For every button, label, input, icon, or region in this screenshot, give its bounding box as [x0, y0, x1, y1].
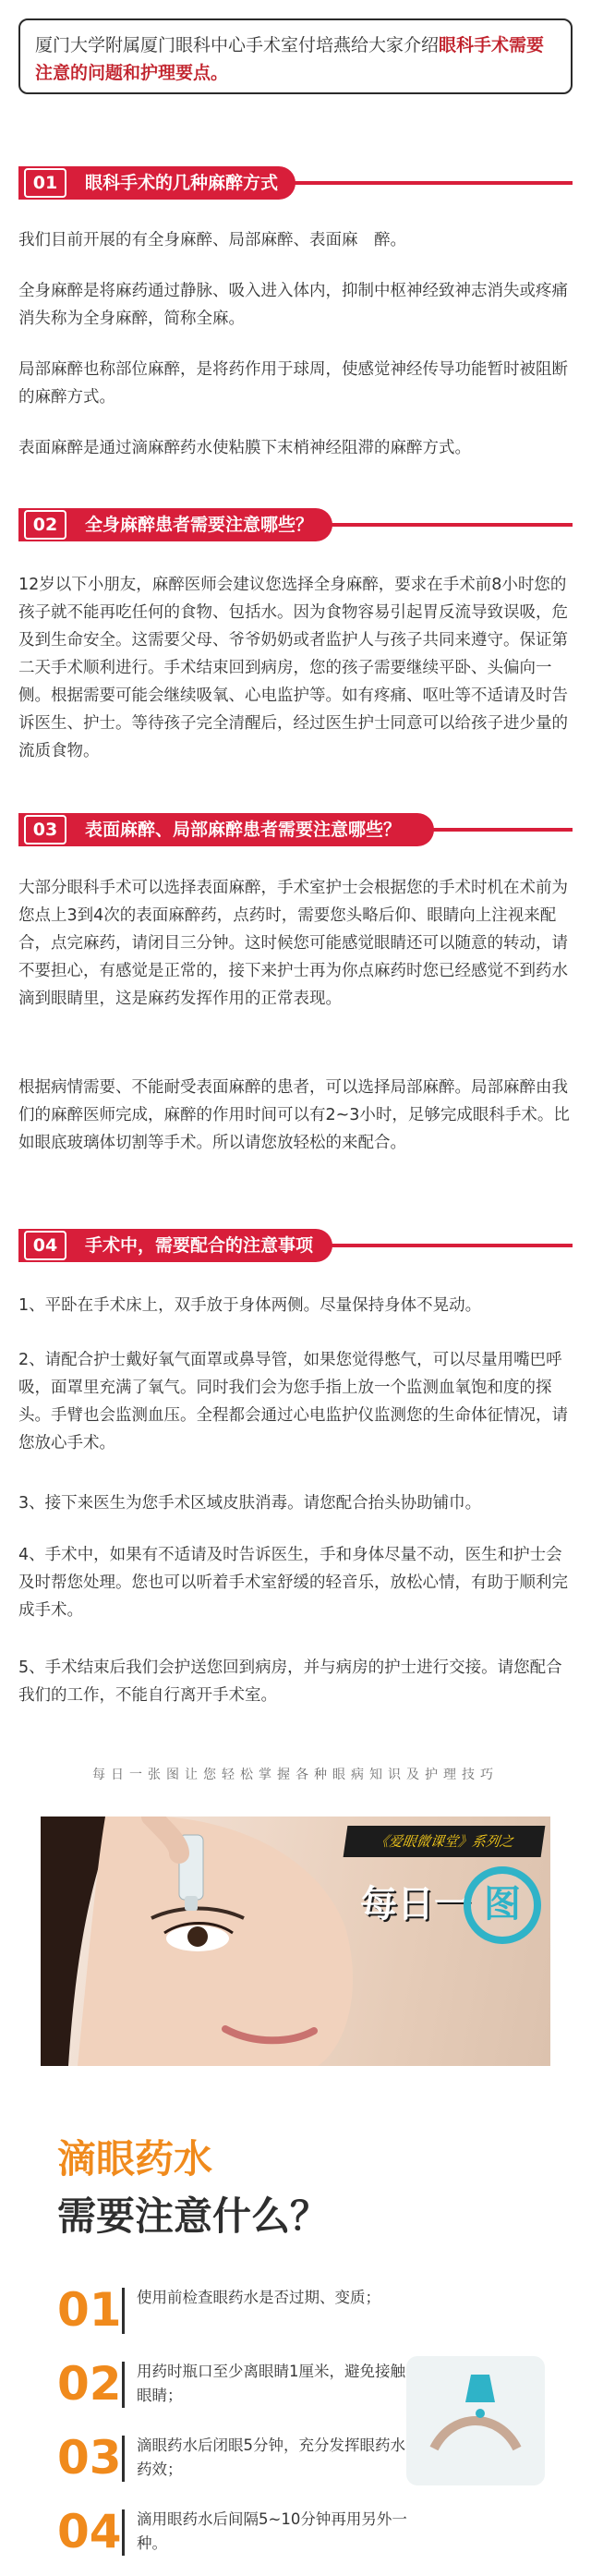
- series-label: 《爱眼微课堂》系列之: [344, 1826, 546, 1857]
- section-4-paragraph: 3、接下来医生为您手术区域皮肤消毒。请您配合抬头协助铺巾。: [18, 1494, 482, 1513]
- poster-tagline: 每日一张图让您轻松掌握各种眼病知识及护理技巧: [92, 1768, 499, 1782]
- section-header-4: [18, 1229, 573, 1262]
- poster-tip: [57, 2282, 537, 2341]
- intro-box: [18, 18, 573, 94]
- section-title-1: 眼科手术的几种麻醉方式: [85, 173, 279, 193]
- section-header-1: [18, 166, 573, 200]
- tip-number: 02: [57, 2357, 122, 2411]
- section-number-3: 03: [24, 815, 66, 844]
- tip-number: 03: [57, 2431, 122, 2485]
- section-3-paragraph: 大部分眼科手术可以选择表面麻醉，手术室护士会根据您的手术时机在术前为您点上3到4次的表面麻醉药，点药时，需要您头略后仰、眼睛向上注视来配合，点完麻药，请闭目三分钟。这时候您可能感觉眼睛还可以随意的转动，请不要担心，有感觉是正常的，接下来护士再为你点麻药时您已经感觉不到药水滴到眼睛里，这是麻药发挥作用的正常表现。: [18, 879, 568, 1008]
- section-number-2: 02: [24, 510, 66, 540]
- section-number-1: 01: [24, 168, 66, 198]
- series-badge: [345, 1826, 543, 1951]
- tip-text: 使用前检查眼药水是否过期、变质；: [137, 2289, 380, 2306]
- eye-drop-bottle-illustration: [406, 2356, 545, 2485]
- tip-number: 04: [57, 2505, 122, 2558]
- section-1-paragraph: 表面麻醉是通过滴麻醉药水使粘膜下末梢神经阻滞的麻醉方式。: [18, 439, 471, 457]
- daily-ring-glyph: 图: [464, 1866, 541, 1944]
- poster-subheadline: 需要注意什么？: [57, 2193, 330, 2239]
- eye-drop-photo: [41, 1817, 550, 2066]
- section-1-paragraph: 我们目前开展的有全身麻醉、局部麻醉、表面麻 醉。: [18, 231, 406, 249]
- section-4-paragraph: 2、请配合护士戴好氧气面罩或鼻导管，如果您觉得憋气，可以尽量用嘴巴呼吸，面罩里充满了氧气。同时我们会为您手指上放一个监测血氧饱和度的探头。手臂也会监测血压。全程都会通过心电监护仪监测您的生命体征情况，请您放心手术。: [18, 1351, 568, 1452]
- section-title-3: 表面麻醉、局部麻醉患者需要注意哪些？: [85, 820, 402, 840]
- section-3-paragraph: 根据病情需要、不能耐受表面麻醉的患者，可以选择局部麻醉。局部麻醉由我们的麻醉医师完成，麻醉的作用时间可以有2~3小时，足够完成眼科手术。比如眼底玻璃体切割等手术。所以请您放轻松的来配合。: [18, 1078, 570, 1152]
- section-1-paragraph: 局部麻醉也称部位麻醉，是将药作用于球周，使感觉神经传导功能暂时被阻断的麻醉方式。: [18, 360, 568, 407]
- section-1-paragraph: 全身麻醉是将麻药通过静脉、吸入进入体内，抑制中枢神经致神志消失或疼痛消失称为全身麻醉，简称全麻。: [18, 282, 568, 328]
- tip-text: 滴用眼药水后间隔5~10分钟再用另外一种。: [137, 2510, 407, 2552]
- intro-highlight: 眼科手术需要注意的问题和护理要点。: [35, 35, 545, 83]
- tip-text: 滴眼药水后闭眼5分钟，充分发挥眼药水药效；: [137, 2436, 405, 2478]
- tip-text: 用药时瓶口至少离眼睛1厘米，避免接触眼睛；: [137, 2363, 405, 2404]
- section-4-paragraph: 4、手术中，如果有不适请及时告诉医生，手和身体尽量不动，医生和护士会及时帮您处理。您也可以听着手术室舒缓的轻音乐，放松心情，有助于顺利完成手术。: [18, 1546, 568, 1620]
- section-title-2: 全身麻醉患者需要注意哪些？: [85, 515, 314, 535]
- poster-tip: [57, 2504, 537, 2563]
- eye-drops-poster: [37, 1728, 554, 2576]
- tip-number: 01: [57, 2283, 122, 2337]
- section-title-4: 手术中，需要配合的注意事项: [85, 1235, 314, 1256]
- section-header-3: [18, 813, 573, 846]
- section-2-paragraph: 12岁以下小朋友，麻醉医师会建议您选择全身麻醉，要求在手术前8小时您的孩子就不能再吃任何的食物、包括水。因为食物容易引起胃反流导致误吸，危及到生命安全。这需要父母、爷爷奶奶或者监护人与孩子共同来遵守。保证第二天手术顺利进行。手术结束回到病房，您的孩子需要继续平卧、头偏向一侧。根据需要可能会继续吸氧、心电监护等。如有疼痛、呕吐等不适请及时告诉医生、护士。等待孩子完全清醒后，经过医生护士同意可以给孩子进少量的流质食物。: [18, 576, 568, 760]
- section-4-paragraph: 1、平卧在手术床上，双手放于身体两侧。尽量保持身体不晃动。: [18, 1296, 482, 1315]
- section-number-4: 04: [24, 1231, 66, 1260]
- section-header-2: [18, 508, 573, 541]
- section-4-paragraph: 5、手术结束后我们会护送您回到病房，并与病房的护士进行交接。请您配合我们的工作，不能自行离开手术室。: [18, 1659, 562, 1705]
- intro-text: 厦门大学附属厦门眼科中心手术室付培燕给大家介绍: [35, 35, 440, 55]
- poster-headline: 滴眼药水: [57, 2136, 213, 2181]
- daily-text: 每日一: [360, 1883, 471, 1926]
- daily-label: [355, 1863, 541, 1946]
